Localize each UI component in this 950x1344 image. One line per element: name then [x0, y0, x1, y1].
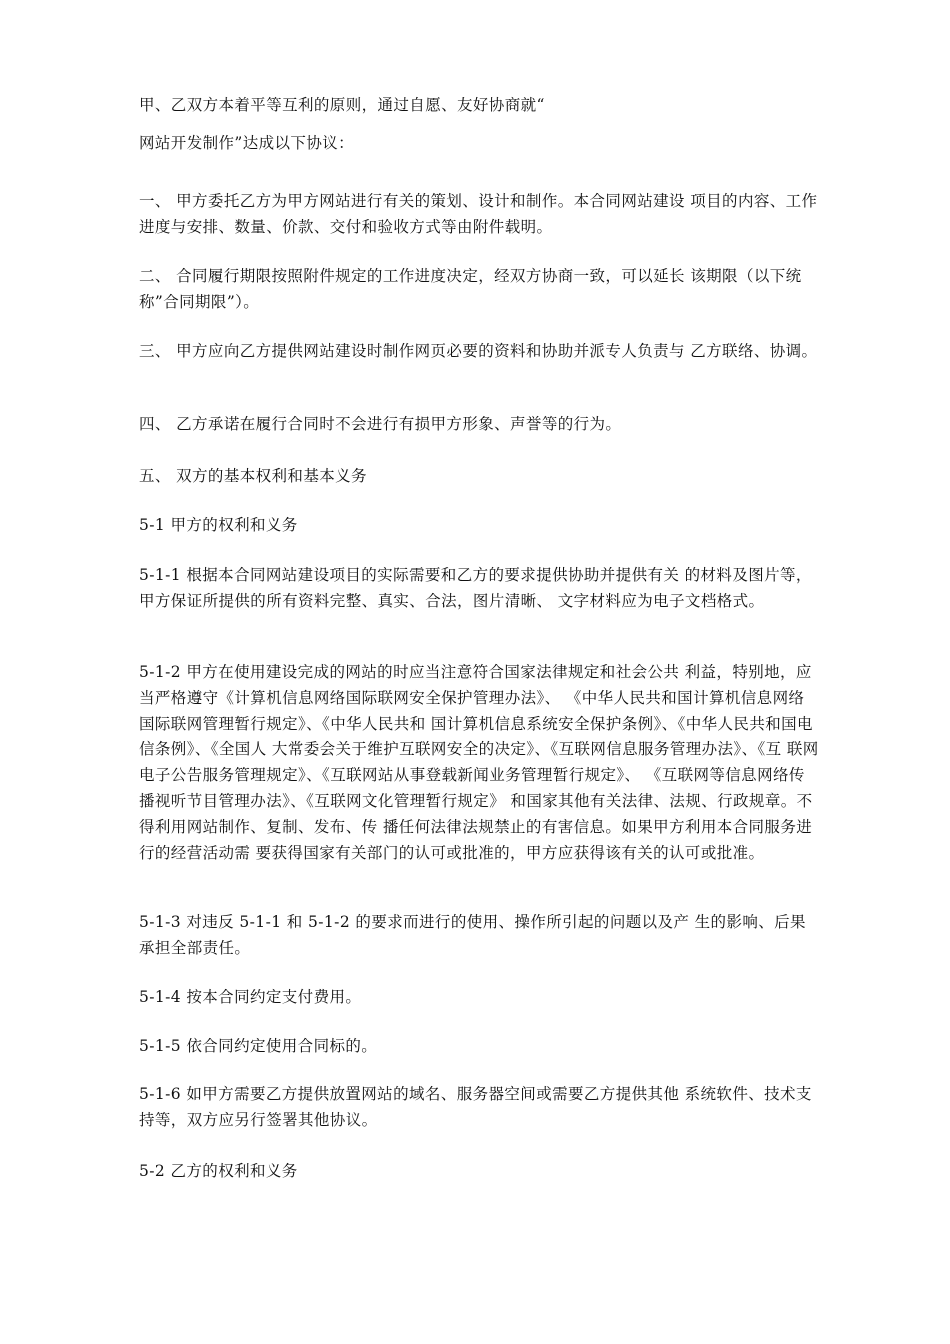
clause-5-1-2: 5-1-2 甲方在使用建设完成的网站的时应当注意符合国家法律规定和社会公共 利益，特别地，应当严格遵守《计算机信息网络国际联网安全保护管理办法》、 《中华人民共和国计算机信息网络国际联网管理暂行规定》、《中华人民共和 国计算机信息系统安全保护条例》、《中华人民共和国电信条例》、《全国人 大常委会关于维护互联网安全的决定》、《互联网信息服务管理办法》、《互 联网电子公告服务管理规定》、《互联网站从事登载新闻业务管理暂行规定》、 《互联网等信息网络传播视听节目管理办法》、《互联网文化管理暂行规定》 和国家其他有关法律、法规、行政规章。不得利用网站制作、复制、发布、传 播任何法律法规禁止的有害信息。如果甲方利用本合同服务进行的经营活动需 要获得国家有关部门的认可或批准的，甲方应获得该有关的认可或批准。: [139, 663, 819, 862]
section-5-2-heading: 5-2 乙方的权利和义务: [139, 1162, 298, 1180]
clause-2: 二、 合同履行期限按照附件规定的工作进度决定，经双方协商一致，可以延长 该期限（以下统称”合同期限”）。: [139, 267, 802, 311]
intro-line-2: 网站开发制作”达成以下协议：: [139, 134, 355, 152]
clause-5-1-6: 5-1-6 如甲方需要乙方提供放置网站的域名、服务器空间或需要乙方提供其他 系统软件、技术支持等，双方应另行签署其他协议。: [139, 1085, 812, 1129]
clause-5-1-4: 5-1-4 按本合同约定支付费用。: [139, 988, 362, 1006]
clause-4: 四、 乙方承诺在履行合同时不会进行有损甲方形象、声誉等的行为。: [139, 415, 622, 433]
section-5-1-heading: 5-1 甲方的权利和义务: [139, 516, 298, 534]
clause-5-1-5: 5-1-5 依合同约定使用合同标的。: [139, 1037, 378, 1055]
clause-5-heading: 五、 双方的基本权利和基本义务: [139, 467, 367, 485]
clause-1: 一、 甲方委托乙方为甲方网站进行有关的策划、设计和制作。本合同网站建设 项目的内容、工作进度与安排、数量、价款、交付和验收方式等由附件载明。: [139, 192, 818, 236]
clause-5-1-1: 5-1-1 根据本合同网站建设项目的实际需要和乙方的要求提供协助并提供有关 的材料及图片等，甲方保证所提供的所有资料完整、真实、合法，图片清晰、 文字材料应为电子文档格式。: [139, 566, 812, 610]
clause-3: 三、 甲方应向乙方提供网站建设时制作网页必要的资料和协助并派专人负责与 乙方联络、协调。: [139, 342, 818, 360]
intro-line-1: 甲、乙双方本着平等互利的原则，通过自愿、友好协商就“: [139, 96, 545, 114]
clause-5-1-3: 5-1-3 对违反 5-1-1 和 5-1-2 的要求而进行的使用、操作所引起的问题以及产 生的影响、后果承担全部责任。: [139, 913, 806, 957]
